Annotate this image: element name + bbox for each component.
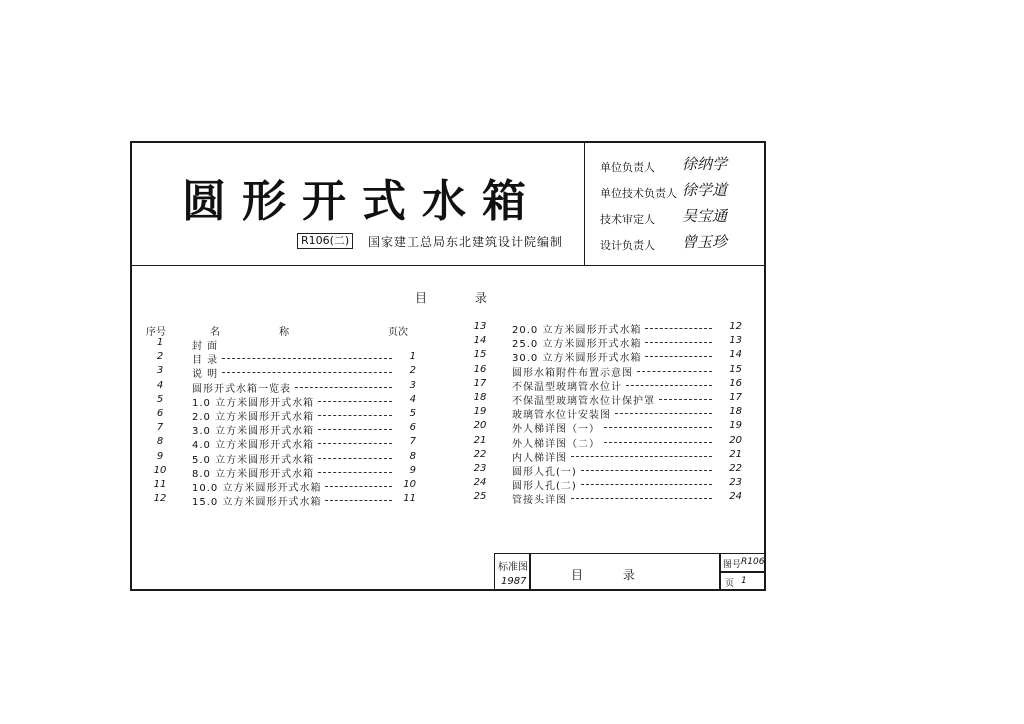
toc-row — [460, 449, 746, 463]
toc-leader-line — [659, 399, 712, 400]
tb-std-cell — [494, 553, 530, 591]
tb-sheet-title: 目 录 — [571, 568, 653, 582]
toc-leader-line — [637, 371, 712, 372]
toc-row — [140, 465, 420, 479]
toc-entry-name: 封 面 — [192, 341, 219, 352]
tb-page-cell — [720, 572, 766, 591]
toc-page-number: 3 — [409, 379, 416, 391]
toc-row — [460, 392, 746, 406]
toc-row — [140, 337, 420, 351]
toc-num: 12 — [153, 493, 167, 505]
toc-leader-line — [581, 470, 712, 471]
toc-num: 15 — [473, 349, 487, 361]
toc-entry-name: 10.0 立方米圆形开式水箱 — [192, 483, 322, 494]
toc-entry-name: 圆形人孔(二) — [512, 481, 577, 493]
toc-leader-line — [222, 358, 392, 359]
col-header-page: 页次 — [388, 327, 408, 338]
toc-leader-line — [571, 498, 712, 499]
toc-num: 1 — [156, 337, 164, 348]
toc-entry-name: 15.0 立方米圆形开式水箱 — [192, 497, 322, 509]
toc-row — [140, 451, 420, 465]
toc-entry-name: 8.0 立方米圆形开式水箱 — [192, 468, 315, 480]
toc-entry-name: 4.0 立方米圆形开式水箱 — [192, 440, 315, 452]
toc-row — [140, 493, 420, 507]
toc-num: 16 — [473, 363, 487, 375]
toc-num: 5 — [156, 393, 164, 405]
toc-num: 22 — [473, 448, 487, 460]
toc-leader-line — [615, 413, 712, 414]
toc-leader-line — [318, 458, 392, 459]
tb-drawing-no: R106 — [741, 557, 765, 567]
toc-page-number: 23 — [729, 477, 742, 489]
organization: 国家建工总局东北建筑设计院编制 — [368, 235, 564, 249]
toc-num: 9 — [156, 450, 164, 462]
col-header-num: 序号 — [146, 327, 166, 338]
toc-page-number: 7 — [409, 436, 416, 448]
toc-row — [140, 380, 420, 394]
toc-row — [460, 321, 746, 335]
toc-num: 17 — [473, 377, 487, 389]
signature-row — [600, 153, 764, 179]
toc-page-number: 9 — [409, 464, 416, 476]
toc-num: 21 — [473, 434, 487, 446]
toc-page-number: 8 — [409, 450, 416, 462]
toc-row — [140, 422, 420, 436]
toc-row — [460, 477, 746, 491]
toc-entry-name: 3.0 立方米圆形开式水箱 — [192, 426, 315, 438]
toc-num: 2 — [156, 351, 164, 363]
toc-num: 3 — [156, 365, 164, 377]
toc-row — [460, 406, 746, 420]
toc-num: 11 — [153, 479, 167, 490]
toc-num: 14 — [473, 335, 487, 347]
toc-num: 19 — [473, 406, 487, 418]
toc-row — [140, 365, 420, 379]
col-header-name: 名 称 — [210, 327, 318, 338]
toc-entry-name: 外人梯详图（一） — [512, 424, 600, 436]
toc-entry-name: 目 录 — [192, 355, 219, 367]
toc-page-number: 11 — [403, 493, 416, 505]
toc-page-number: 18 — [729, 406, 742, 418]
toc-leader-line — [645, 328, 712, 329]
toc-page-number: 22 — [729, 463, 742, 474]
toc-row — [460, 349, 746, 363]
toc-num: 7 — [156, 422, 164, 434]
toc-row — [140, 351, 420, 365]
tb-page-no: 1 — [741, 576, 747, 586]
toc-entry-name: 玻璃管水位计安装图 — [512, 410, 611, 422]
toc-row — [140, 408, 420, 422]
title-block — [494, 553, 766, 591]
toc-leader-line — [318, 443, 392, 444]
toc-leader-line — [222, 372, 392, 373]
toc-leader-line — [318, 415, 392, 416]
toc-num: 6 — [156, 408, 164, 419]
toc-page-number: 5 — [409, 408, 416, 419]
toc-num: 18 — [473, 392, 487, 403]
toc-num: 24 — [473, 477, 487, 489]
toc-page-number: 19 — [729, 420, 742, 432]
signature-role: 单位技术负责人 — [600, 187, 677, 200]
toc-page-number: 2 — [409, 365, 416, 377]
toc-num: 4 — [156, 379, 164, 391]
toc-entry-name: 20.0 立方米圆形开式水箱 — [512, 325, 642, 336]
toc-leader-line — [318, 429, 392, 430]
toc-page-number: 6 — [409, 422, 416, 434]
toc-page-number: 4 — [409, 393, 416, 405]
handwritten-signature: 吴宝通 — [682, 207, 728, 225]
toc-row — [460, 463, 746, 477]
signature-role: 技术审定人 — [600, 213, 655, 226]
toc-row — [460, 420, 746, 434]
toc-row — [460, 364, 746, 378]
toc-page-number: 24 — [729, 491, 742, 503]
signature-role: 设计负责人 — [600, 239, 655, 252]
header-bottom-line — [132, 265, 764, 266]
toc-entry-name: 2.0 立方米圆形开式水箱 — [192, 412, 315, 423]
toc-row — [140, 394, 420, 408]
toc-leader-line — [325, 500, 392, 501]
toc-entry-name: 不保温型玻璃管水位计 — [512, 381, 622, 393]
toc-entry-name: 25.0 立方米圆形开式水箱 — [512, 339, 642, 351]
handwritten-signature: 徐纳学 — [682, 155, 728, 173]
signature-role: 单位负责人 — [600, 161, 655, 174]
toc-row — [460, 435, 746, 449]
toc-title: 目 录 — [415, 291, 509, 305]
toc-page-number: 20 — [729, 434, 742, 446]
header-divider — [584, 143, 585, 265]
toc-page-number: 1 — [409, 351, 416, 363]
toc-page-number: 16 — [729, 377, 742, 389]
toc-entry-name: 圆形人孔(一) — [512, 467, 577, 478]
tb-year: 1987 — [501, 576, 527, 587]
toc-row — [140, 436, 420, 450]
toc-page-number: 15 — [729, 363, 742, 375]
toc-row — [140, 479, 420, 493]
toc-num: 8 — [156, 436, 164, 448]
tb-page-label: 页 — [725, 579, 735, 589]
toc-entry-name: 内人梯详图 — [512, 452, 567, 464]
toc-leader-line — [571, 456, 712, 457]
toc-entry-name: 说 明 — [192, 369, 219, 381]
toc-num: 25 — [473, 491, 487, 503]
signature-row — [600, 205, 764, 231]
toc-leader-line — [604, 427, 712, 428]
toc-leader-line — [645, 356, 712, 357]
toc-row — [460, 378, 746, 392]
toc-entry-name: 1.0 立方米圆形开式水箱 — [192, 397, 315, 409]
toc-row — [460, 335, 746, 349]
drawing-sheet — [130, 141, 766, 591]
signature-row — [600, 231, 764, 257]
toc-entry-name: 圆形水箱附件布置示意图 — [512, 367, 633, 379]
toc-leader-line — [318, 472, 392, 473]
toc-entry-name: 5.0 立方米圆形开式水箱 — [192, 454, 315, 466]
standard-code: R106(二) — [297, 233, 353, 249]
toc-num: 20 — [473, 420, 487, 432]
toc-leader-line — [604, 442, 712, 443]
handwritten-signature: 曾玉珍 — [682, 233, 728, 251]
signature-row — [600, 179, 764, 205]
toc-leader-line — [295, 387, 392, 388]
toc-page-number: 17 — [729, 392, 742, 403]
toc-page-number: 10 — [403, 479, 416, 490]
tb-title-cell — [530, 553, 720, 591]
toc-leader-line — [581, 484, 712, 485]
toc-leader-line — [325, 486, 392, 487]
toc-entry-name: 外人梯详图（二） — [512, 438, 600, 450]
toc-entry-name: 管接头详图 — [512, 495, 567, 507]
toc-page-number: 12 — [729, 321, 742, 332]
document-title: 圆形开式水箱 — [182, 176, 542, 227]
toc-entry-name: 圆形开式水箱一览表 — [192, 383, 291, 395]
tb-drawing-no-cell — [720, 553, 766, 572]
toc-row — [460, 491, 746, 505]
signature-block — [600, 153, 764, 257]
toc-num: 13 — [473, 321, 487, 332]
toc-page-number: 21 — [729, 448, 742, 460]
toc-entry-name: 30.0 立方米圆形开式水箱 — [512, 353, 642, 365]
toc-entry-name: 不保温型玻璃管水位计保护罩 — [512, 396, 655, 407]
handwritten-signature: 徐学道 — [682, 181, 728, 199]
toc-page-number: 13 — [729, 335, 742, 347]
toc-leader-line — [626, 385, 712, 386]
toc-num: 23 — [473, 463, 487, 474]
tb-std-label: 标准图 — [498, 562, 528, 573]
tb-drawing-no-label: 图号 — [723, 560, 742, 570]
toc-page-number: 14 — [729, 349, 742, 361]
toc-num: 10 — [153, 464, 167, 476]
toc-leader-line — [645, 342, 712, 343]
toc-leader-line — [318, 401, 392, 402]
